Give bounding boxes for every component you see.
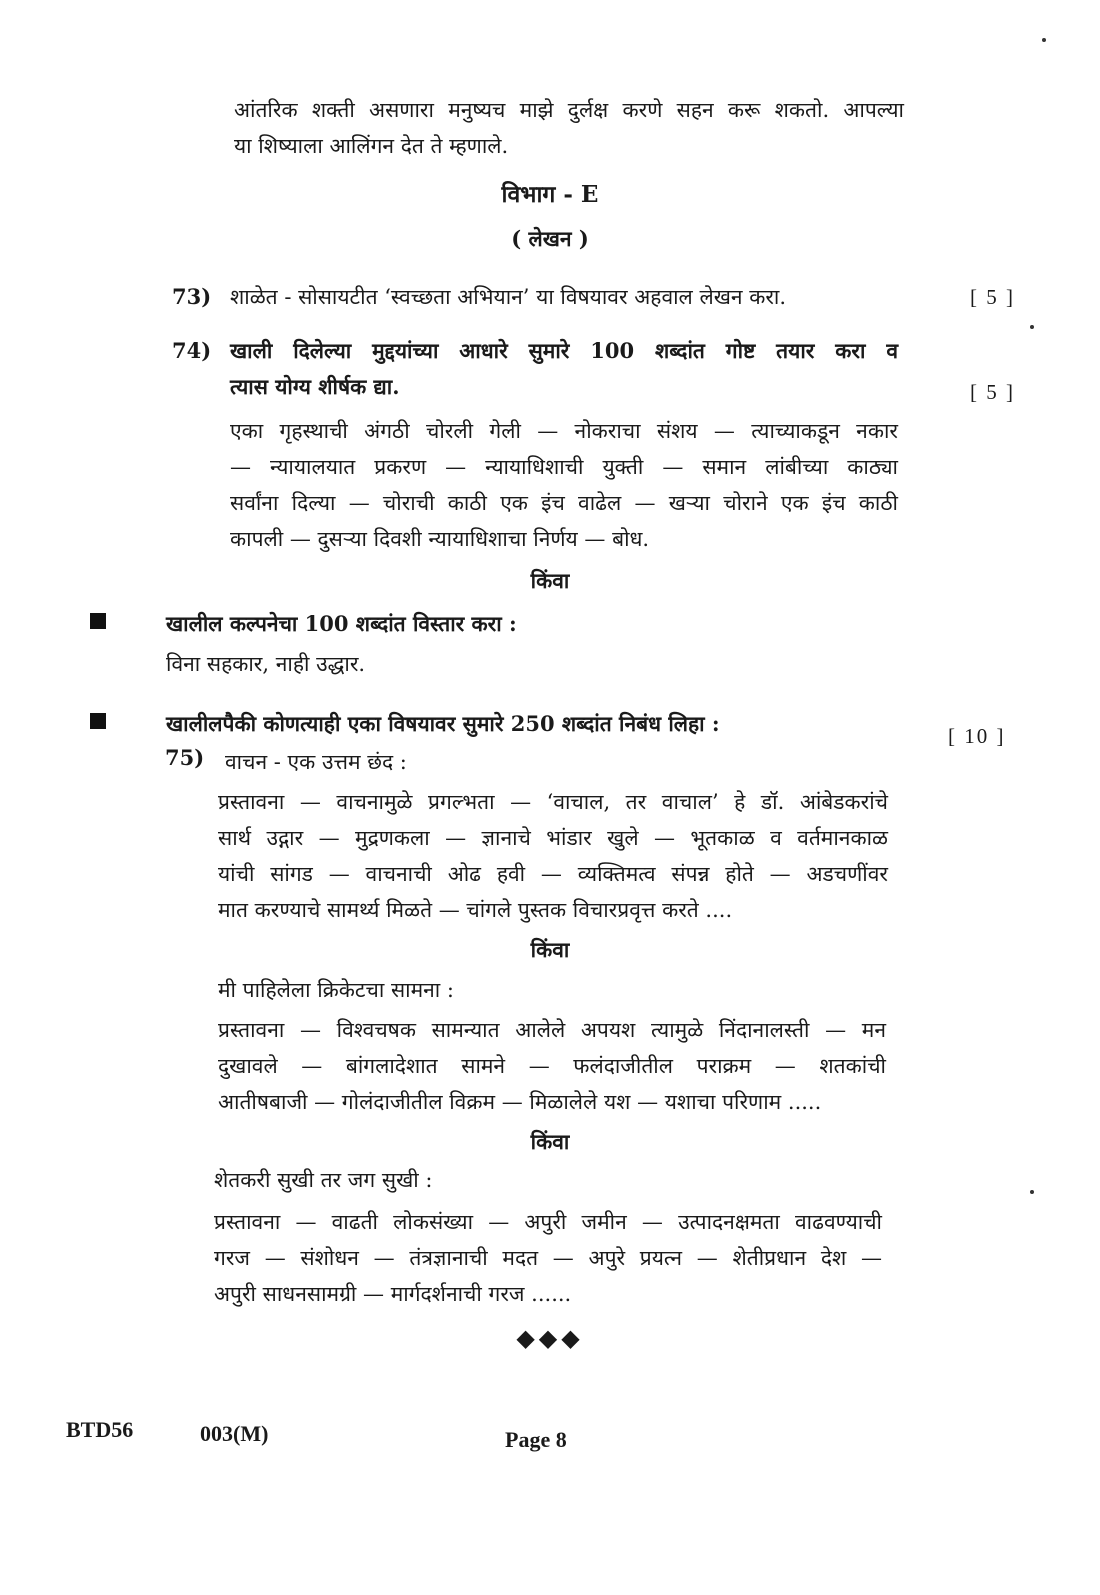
q74-point-line: — न्यायालयात प्रकरण — न्यायाधिशाची युक्ती — समान लांबीच्या काठ्या: [230, 455, 898, 479]
essay-topic-line: आतीषबाजी — गोलंदाजीतील विक्रम — मिळालेले यश — यशाचा परिणाम .....: [218, 1090, 822, 1114]
or-separator-q74: किंवा: [530, 568, 570, 593]
question-number-75: 75): [165, 745, 205, 770]
essay-topic-line: प्रस्तावना — विश्वचषक सामन्यात आलेले अपयश त्यामुळे निंदानालस्ती — मन: [218, 1018, 886, 1042]
or-separator-q75-2: किंवा: [530, 1129, 570, 1154]
essay-topic-line: गरज — संशोधन — तंत्रज्ञानाची मदत — अपुरे प्रयत्न — शेतीप्रधान देश —: [214, 1246, 882, 1270]
section-title: विभाग - E: [501, 181, 599, 208]
footer-page-number: Page 8: [505, 1427, 567, 1452]
scan-speck: [1030, 1190, 1034, 1194]
essay-topic-line: सार्थ उद्गार — मुद्रणकला — ज्ञानाचे भांडार खुले — भूतकाळ व वर्तमानकाळ: [218, 826, 888, 850]
question-74-heading-line-2: त्यास योग्य शीर्षक द्या.: [230, 374, 400, 399]
question-number-74: 74): [172, 338, 212, 363]
bullet-square-icon: [90, 613, 106, 629]
bullet-square-icon: [90, 713, 106, 729]
essay-topic-line: दुखावले — बांगलादेशात सामने — फलंदाजीतील पराक्रम — शतकांची: [218, 1054, 886, 1078]
scan-speck: [1042, 38, 1046, 42]
footer-code: BTD56: [66, 1417, 134, 1442]
footer-paper-code: 003(M): [200, 1421, 269, 1446]
or-separator-q75-1: किंवा: [530, 937, 570, 962]
end-diamonds-icon: ◆◆◆: [516, 1324, 584, 1352]
question-number-73: 73): [172, 284, 212, 309]
q74-point-line: कापली — दुसऱ्या दिवशी न्यायाधिशाचा निर्णय — बोध.: [230, 527, 650, 551]
section-subtitle: ( लेखन ): [511, 226, 589, 251]
question-74-heading-line-1: खाली दिलेल्या मुद्दयांच्या आधारे सुमारे 100 शब्दांत गोष्ट तयार करा व: [230, 338, 898, 363]
essay-topic-line: यांची सांगड — वाचनाची ओढ हवी — व्यक्तिमत्व संपन्न होते — अडचणींवर: [218, 862, 888, 886]
scan-speck: [1030, 325, 1034, 329]
essay-topic-line: मात करण्याचे सामर्थ्य मिळते — चांगले पुस्तक विचारप्रवृत्त करते ....: [218, 898, 733, 922]
essay-topic-line: प्रस्तावना — वाढती लोकसंख्या — अपुरी जमीन — उत्पादनक्षमता वाढवण्याची: [214, 1210, 882, 1234]
marks-q73: [ 5 ]: [970, 285, 1015, 309]
marks-q74: [ 5 ]: [970, 380, 1015, 404]
intro-line-1: आंतरिक शक्ती असणारा मनुष्यच माझे दुर्लक्ष करणे सहन करू शकतो. आपल्या: [234, 98, 904, 122]
essay-topic-title: वाचन - एक उत्तम छंद :: [225, 750, 407, 774]
essay-topic-line: प्रस्तावना — वाचनामुळे प्रगल्भता — ‘वाचाल, तर वाचाल’ हे डॉ. आंबेडकरांचे: [218, 790, 888, 814]
intro-line-2: या शिष्याला आलिंगन देत ते म्हणाले.: [234, 134, 509, 158]
marks-q75: [ 10 ]: [948, 724, 1006, 748]
essay-topic-line: अपुरी साधनसामग्री — मार्गदर्शनाची गरज ......: [214, 1282, 572, 1306]
q74-alt-text: विना सहकार, नाही उद्धार.: [166, 652, 366, 676]
q74-point-line: एका गृहस्थाची अंगठी चोरली गेली — नोकराचा संशय — त्याच्याकडून नकार: [230, 419, 898, 443]
question-73-text: शाळेत - सोसायटीत ‘स्वच्छता अभियान’ या विषयावर अहवाल लेखन करा.: [230, 285, 787, 309]
q74-alt-heading: खालील कल्पनेचा 100 शब्दांत विस्तार करा :: [166, 611, 517, 636]
q74-point-line: सर्वांना दिल्या — चोराची काठी एक इंच वाढेल — खऱ्या चोराने एक इंच काठी: [230, 491, 898, 515]
q75-heading: खालीलपैकी कोणत्याही एका विषयावर सुमारे 250 शब्दांत निबंध लिहा :: [166, 711, 720, 736]
essay-topic-title: मी पाहिलेला क्रिकेटचा सामना :: [218, 978, 454, 1002]
essay-topic-title: शेतकरी सुखी तर जग सुखी :: [214, 1168, 433, 1192]
